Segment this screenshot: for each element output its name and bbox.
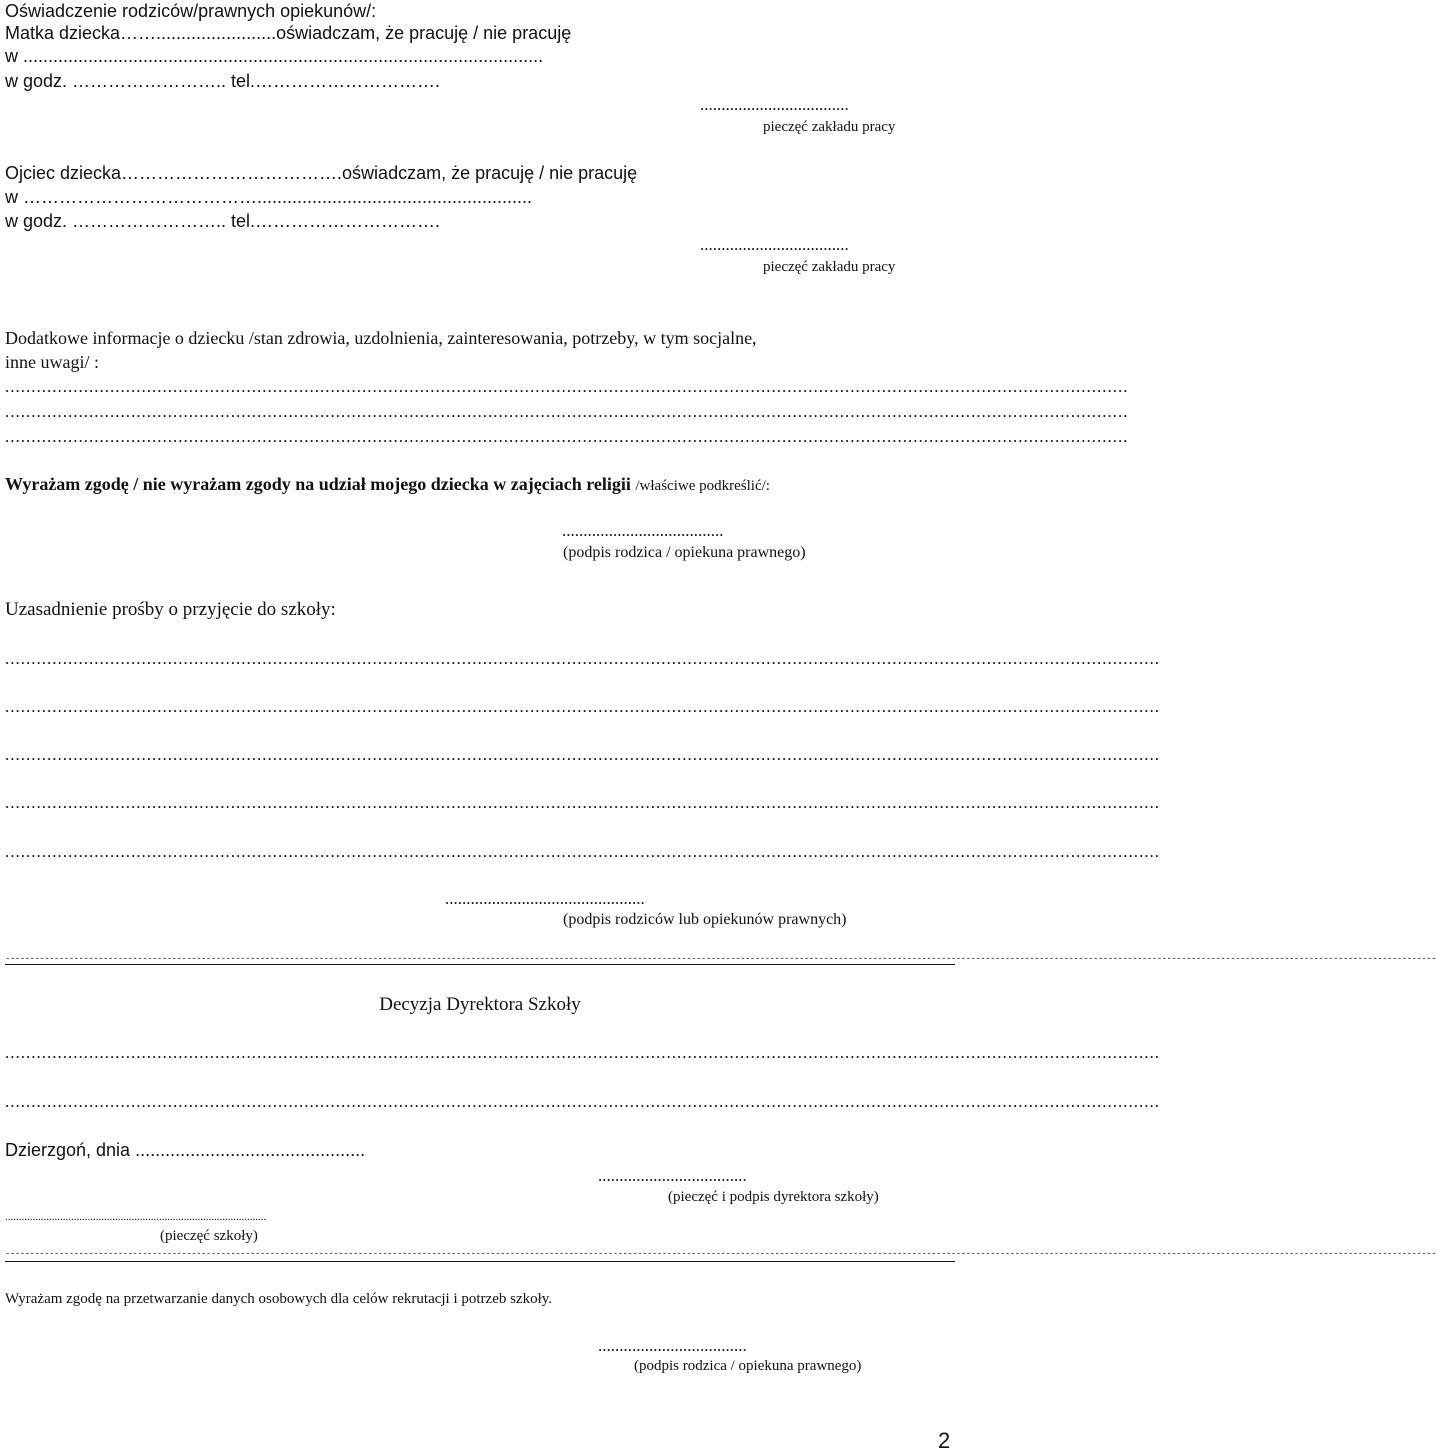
religion-signature-label: (podpis rodzica / opiekuna prawnego)	[563, 544, 806, 561]
father-workplace-stamp-label: pieczęć zakładu pracy	[763, 259, 896, 275]
religion-signature-dots: ......................................	[562, 521, 724, 540]
dashed-separator: ----------------------------------------------------------------------------------------------------------------------------------------------------------------------------------------------------------------------------------------------------------------------------------------------------	[5, 954, 1436, 964]
director-signature-dots: ...................................	[598, 1166, 747, 1185]
page-number: 2	[938, 1428, 951, 1453]
justification-dotted-line: ............................................................................................................................................................................................................................	[5, 745, 1160, 764]
additional-info-dotted-line: ......................................................................................................................................................................................................................	[5, 402, 1129, 421]
mother-hours-phone-line: w godz. …………………….. tel.………………………….	[5, 71, 441, 91]
school-stamp-dots: ...............................................................................................	[5, 1211, 267, 1223]
decision-dotted-line: ............................................................................................................................................................................................................................	[5, 1043, 1160, 1062]
religion-consent-text: Wyrażam zgodę / nie wyrażam zgody na udział mojego dziecka w zajęciach religii	[5, 474, 631, 494]
place-date-line: Dzierzgoń, dnia ..............................................	[5, 1140, 366, 1160]
mother-workplace-line: w ........................................................................................................	[5, 46, 544, 66]
justification-label: Uzasadnienie prośby o przyjęcie do szkoły:	[5, 599, 336, 620]
justification-dotted-line: ............................................................................................................................................................................................................................	[5, 842, 1160, 861]
separator-rule	[5, 1261, 955, 1262]
religion-underline-note: /właściwe podkreślić/:	[635, 478, 770, 494]
father-hours-phone-line: w godz. …………………….. tel.………………………….	[5, 211, 441, 231]
consent-signature-dots: ...................................	[598, 1336, 747, 1355]
mother-stamp-dots: ...................................	[700, 95, 849, 114]
religion-consent-statement	[5, 475, 770, 494]
dashed-separator: ----------------------------------------------------------------------------------------------------------------------------------------------------------------------------------------------------------------------------------------------------------------------------------------------------	[5, 1249, 1436, 1259]
justification-signature-dots: ...............................................	[445, 889, 645, 908]
justification-signature-label: (podpis rodziców lub opiekunów prawnych)	[563, 911, 847, 928]
school-stamp-label: (pieczęć szkoły)	[160, 1228, 258, 1244]
data-processing-consent-text: Wyrażam zgodę na przetwarzanie danych osobowych dla celów rekrutacji i potrzeb szkoły.	[5, 1291, 553, 1307]
father-stamp-dots: ...................................	[700, 235, 849, 254]
mother-workplace-stamp-label: pieczęć zakładu pracy	[763, 119, 896, 135]
additional-info-dotted-line: ......................................................................................................................................................................................................................	[5, 377, 1129, 396]
director-signature-label: (pieczęć i podpis dyrektora szkoły)	[668, 1189, 879, 1205]
father-workplace-line: w ………………………………….......................................................	[5, 187, 533, 207]
additional-info-dotted-line: ......................................................................................................................................................................................................................	[5, 427, 1129, 446]
director-decision-title: Decyzja Dyrektora Szkoły	[379, 994, 581, 1015]
additional-info-label: Dodatkowe informacje o dziecku /stan zdrowia, uzdolnienia, zainteresowania, potrzeby, w tym socjalne,	[5, 328, 757, 348]
justification-dotted-line: ............................................................................................................................................................................................................................	[5, 697, 1160, 716]
consent-signature-label: (podpis rodzica / opiekuna prawnego)	[634, 1358, 862, 1374]
father-declaration-line: Ojciec dziecka……………………………….oświadczam, że pracuję / nie pracuję	[5, 163, 638, 183]
justification-dotted-line: ............................................................................................................................................................................................................................	[5, 649, 1160, 668]
decision-dotted-line: ............................................................................................................................................................................................................................	[5, 1092, 1160, 1111]
additional-info-label-cont: inne uwagi/ :	[5, 352, 99, 372]
parents-declaration-header: Oświadczenie rodziców/prawnych opiekunów/:	[5, 1, 377, 21]
separator-rule	[5, 964, 955, 965]
mother-declaration-line: Matka dziecka……........................oświadczam, że pracuję / nie pracuję	[5, 23, 572, 43]
justification-dotted-line: ............................................................................................................................................................................................................................	[5, 793, 1160, 812]
